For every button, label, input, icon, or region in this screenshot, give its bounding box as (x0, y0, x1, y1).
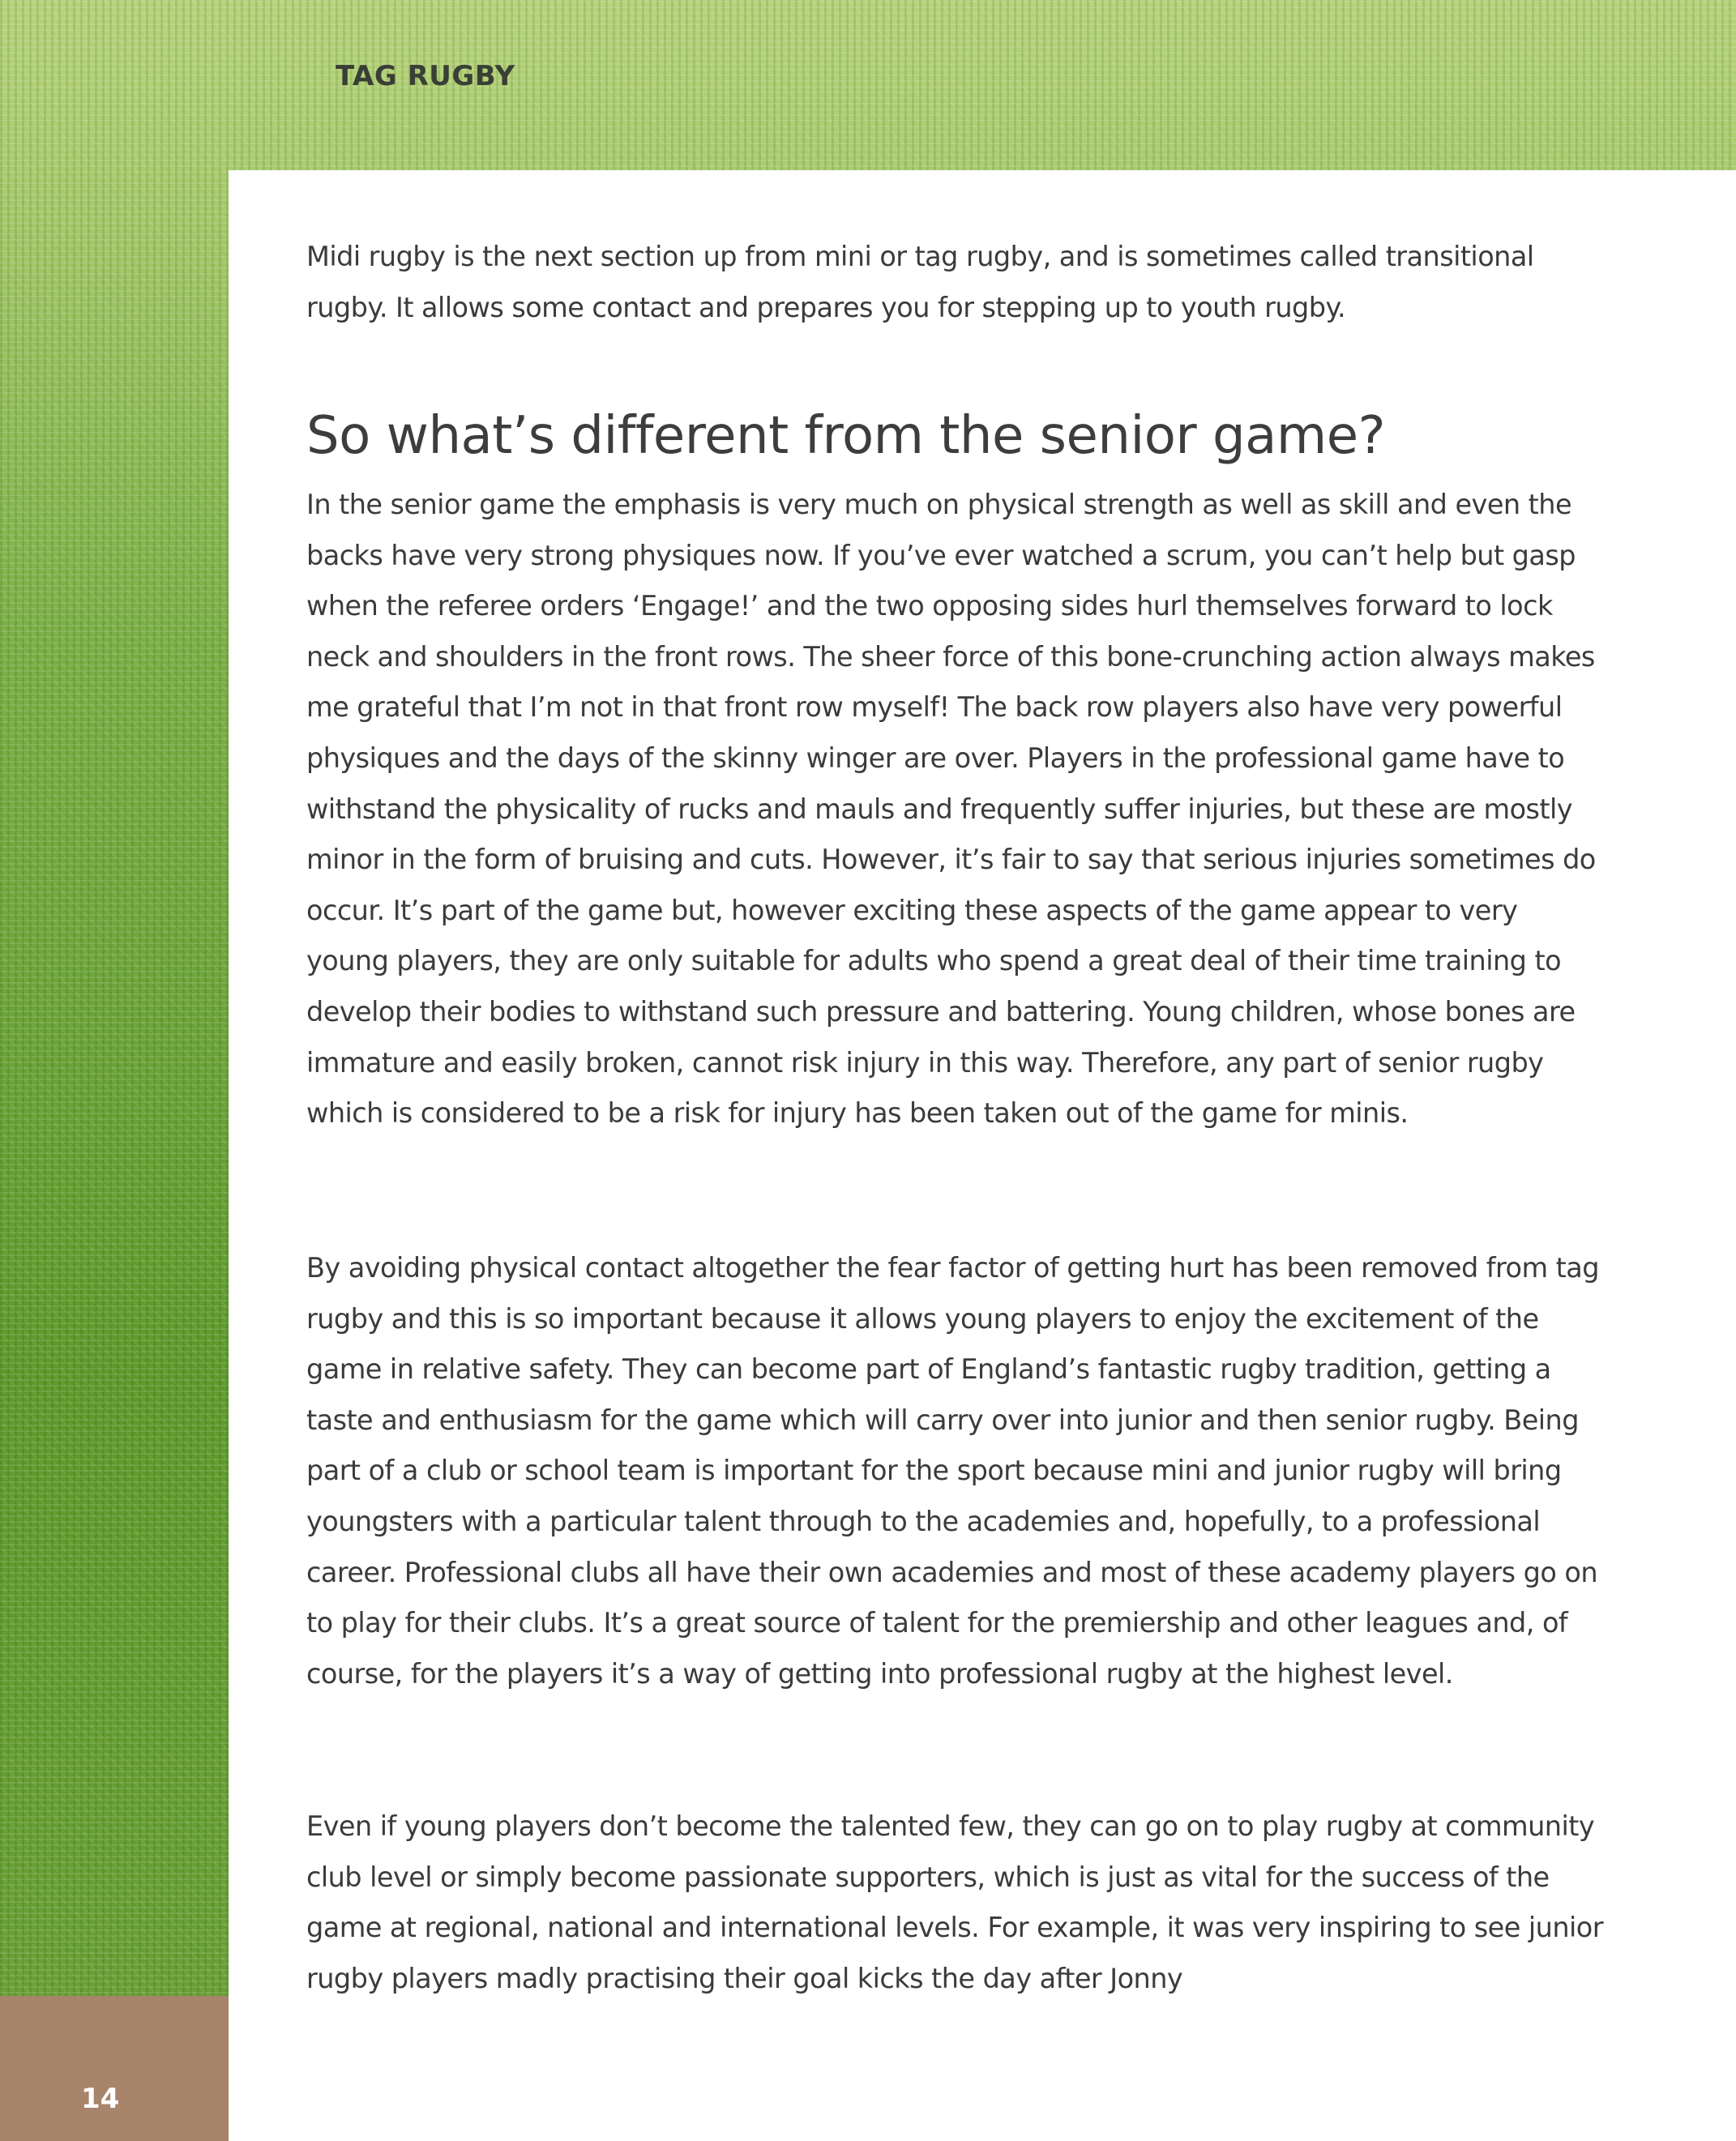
section-label: TAG RUGBY (336, 60, 515, 92)
page-number-tab (0, 1996, 229, 2141)
page-number: 14 (81, 2083, 120, 2115)
section-heading: So what’s different from the senior game? (306, 406, 1386, 466)
intro-paragraph: Midi rugby is the next section up from mini or tag rugby, and is sometimes called transitional rugby. It allows some contact and prepares you for stepping up to youth rugby. (306, 241, 1534, 323)
body-paragraph-2: By avoiding physical contact altogether the fear factor of getting hurt has been removed from tag rugby and this is so important because it allows young players to enjoy the excitement of the game in relative safety. They can become part of England’s fantastic rugby tradition, getting a taste and enthusiasm for the game which will carry over into junior and then senior rugby. Being part of a club or school team is important for the sport because mini and junior rugby will bring youngsters with a particular talent through to the academies and, hopefully, to a professional career. Professional clubs all have their own academies and most of these academy players go on to play for their clubs. It’s a great source of talent for the premiership and other leagues and, of course, for the players it’s a way of getting into professional rugby at the highest level. (306, 1252, 1599, 1690)
body-paragraph-1: In the senior game the emphasis is very much on physical strength as well as skill and even the backs have very strong physiques now. If you’ve ever watched a scrum, you can’t help but gasp when the referee orders ‘Engage!’ and the two opposing sides hurl themselves forward to lock neck and shoulders in the front rows. The sheer force of this bone-crunching action always makes me grateful that I’m not in that front row myself! The back row players also have very powerful physiques and the days of the skinny winger are over. Players in the professional game have to withstand the physicality of rucks and mauls and frequently suffer injuries, but these are mostly minor in the form of bruising and cuts. However, it’s fair to say that serious injuries sometimes do occur. It’s part of the game but, however exciting these aspects of the game appear to very young players, they are only suitable for adults who spend a great deal of their time training to develop their bodies to withstand such pressure and battering. Young children, whose bones are immature and easily broken, cannot risk injury in this way. Therefore, any part of senior rugby which is considered to be a risk for injury has been taken out of the game for minis. (306, 489, 1596, 1130)
body-paragraph-3: Even if young players don’t become the talented few, they can go on to play rugby at community club level or simply become passionate supporters, which is just as vital for the success of the game at regional, national and international levels. For example, it was very inspiring to see junior rugby players madly practising their goal kicks the day after Jonny (306, 1810, 1603, 1994)
